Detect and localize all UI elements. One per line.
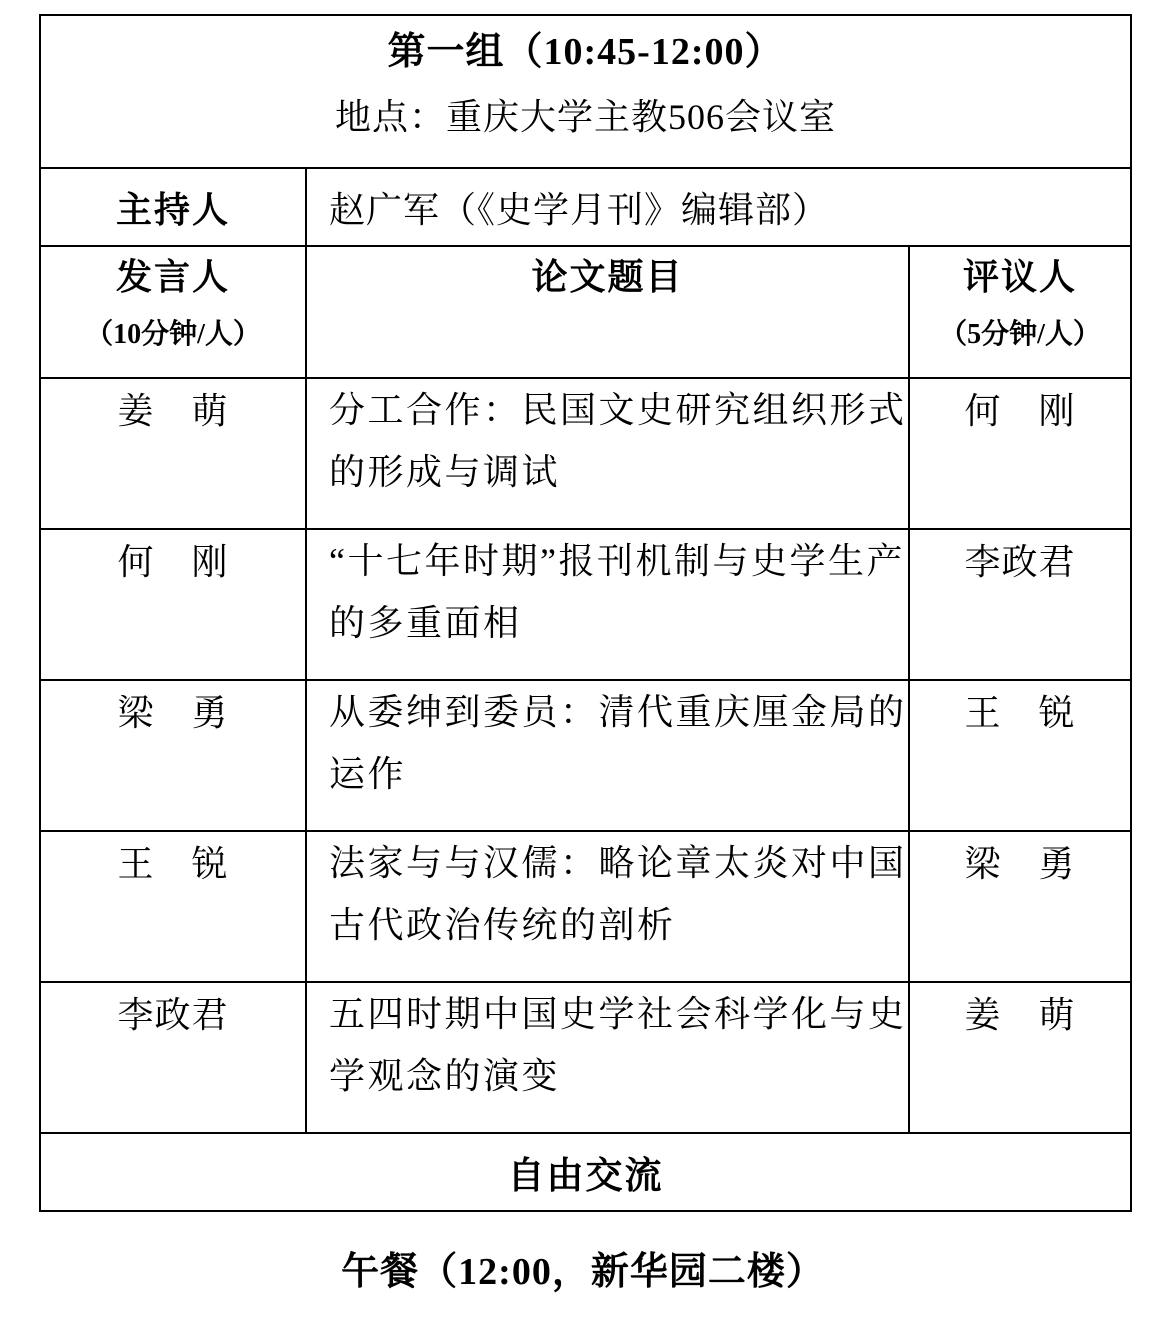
table-row <box>40 378 1131 529</box>
table-row <box>40 982 1131 1133</box>
speaker-name: 李政君 <box>40 982 306 1133</box>
lunch-note: 午餐（12:00，新华园二楼） <box>341 1251 825 1293</box>
chair-value: 赵广军（《史学月刊》编辑部） <box>306 168 1131 246</box>
speaker-column-note: （10分钟/人） <box>85 319 261 350</box>
speaker-name: 梁 勇 <box>40 680 306 831</box>
paper-title: 分工合作：民国文史研究组织形式的形成与调试 <box>306 378 909 529</box>
session-title-cell <box>40 15 1131 168</box>
table-row <box>40 680 1131 831</box>
session-location: 地点：重庆大学主教506会议室 <box>335 97 837 137</box>
discussant-name: 何 刚 <box>909 378 1131 529</box>
discussant-name: 李政君 <box>909 529 1131 680</box>
speaker-name: 何 刚 <box>40 529 306 680</box>
paper-column-label: 论文题目 <box>531 257 684 297</box>
paper-column-header <box>306 246 909 378</box>
speaker-name: 姜 萌 <box>40 378 306 529</box>
chair-row <box>40 168 1131 246</box>
speaker-name: 王 锐 <box>40 831 306 982</box>
discussant-name: 梁 勇 <box>909 831 1131 982</box>
paper-title: 从委绅到委员：清代重庆厘金局的运作 <box>306 680 909 831</box>
chair-label: 主持人 <box>40 168 306 246</box>
session-title: 第一组（10:45-12:00） <box>387 31 784 73</box>
free-discussion-cell: 自由交流 <box>40 1133 1131 1211</box>
session-title-row <box>40 15 1131 168</box>
discussant-column-header <box>909 246 1131 378</box>
paper-title: 法家与与汉儒：略论章太炎对中国古代政治传统的剖析 <box>306 831 909 982</box>
paper-title: 五四时期中国史学社会科学化与史学观念的演变 <box>306 982 909 1133</box>
table-row <box>40 831 1131 982</box>
paper-title: “十七年时期”报刊机制与史学生产的多重面相 <box>306 529 909 680</box>
speaker-column-label: 发言人 <box>115 257 230 297</box>
closing-row <box>40 1133 1131 1211</box>
discussant-column-label: 评议人 <box>963 257 1078 297</box>
discussant-name: 王 锐 <box>909 680 1131 831</box>
session-schedule-table <box>39 14 1132 1212</box>
column-header-row <box>40 246 1131 378</box>
discussant-name: 姜 萌 <box>909 982 1131 1133</box>
discussant-column-note: （5分钟/人） <box>939 319 1101 350</box>
speaker-column-header <box>40 246 306 378</box>
table-row <box>40 529 1131 680</box>
